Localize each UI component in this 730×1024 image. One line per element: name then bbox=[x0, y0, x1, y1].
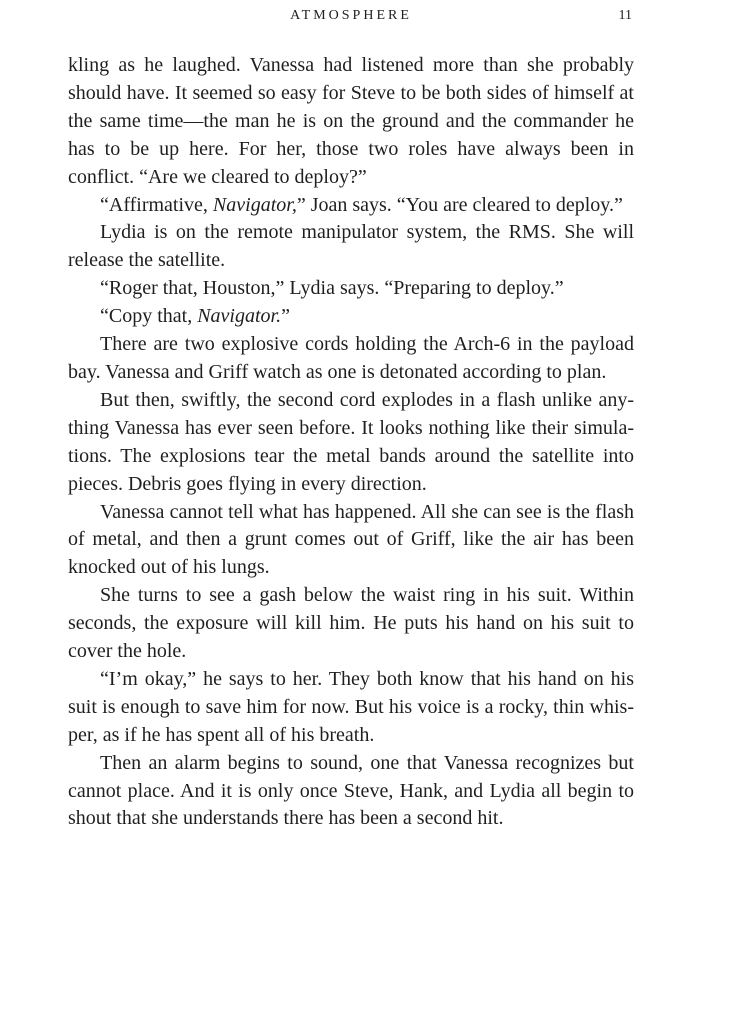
paragraph: Vanessa cannot tell what has happened. All she can see is the flash of metal, and then a grunt comes out of Griff, like the air has been knocked out of his lungs. bbox=[68, 500, 634, 579]
running-title: ATMOSPHERE bbox=[290, 8, 412, 23]
dialogue-text: “Affirmative, bbox=[100, 193, 213, 216]
dialogue-text: “Copy that, bbox=[100, 305, 198, 328]
dialogue-text: ” bbox=[281, 305, 291, 328]
paragraph: “Roger that, Houston,” Lydia says. “Preparing to deploy.” bbox=[100, 277, 564, 300]
body-text bbox=[68, 52, 634, 833]
paragraph: She turns to see a gash below the waist ring in his suit. Within seconds, the exposure will kill him. He puts his hand on his suit to cover the hole. bbox=[68, 584, 634, 663]
paragraph: But then, swiftly, the second cord explodes in a flash unlike anything Vanessa has ever seen before. It looks nothing like their simulations. The explosions tear the metal bands around the satellite into pieces. Debris goes flying in every direction. bbox=[68, 388, 634, 495]
dialogue-text: ” Joan says. “You are cleared to deploy.” bbox=[296, 193, 623, 216]
paragraph: “I’m okay,” he says to her. They both know that his hand on his suit is enough to save him for now. But his voice is a rocky, thin whisper, as if he has spent all of his breath. bbox=[68, 667, 634, 746]
italic-text: Navigator, bbox=[212, 193, 297, 216]
paragraph: Then an alarm begins to sound, one that Vanessa recognizes but cannot place. And it is only once Steve, Hank, and Lydia all begin to shout that she understands there has been a second hit. bbox=[68, 751, 634, 830]
italic-text: Navigator. bbox=[197, 305, 282, 328]
paragraph: There are two explosive cords holding the Arch-6 in the payload bay. Vanessa and Griff watch as one is detonated according to plan. bbox=[68, 333, 634, 383]
paragraph bbox=[68, 303, 634, 331]
running-header bbox=[68, 8, 634, 30]
paragraph bbox=[68, 192, 634, 220]
paragraph: kling as he laughed. Vanessa had listened more than she probably should have. It seemed so easy for Steve to be both sides of himself at the same time—the man he is on the ground and the commander he has to be up here. For her, those two roles have always been in conflict. “Are we cleared to deploy?” bbox=[68, 54, 634, 188]
page-number: 11 bbox=[618, 8, 632, 23]
paragraph: Lydia is on the remote manipulator system, the RMS. She will release the satellite. bbox=[68, 221, 634, 272]
